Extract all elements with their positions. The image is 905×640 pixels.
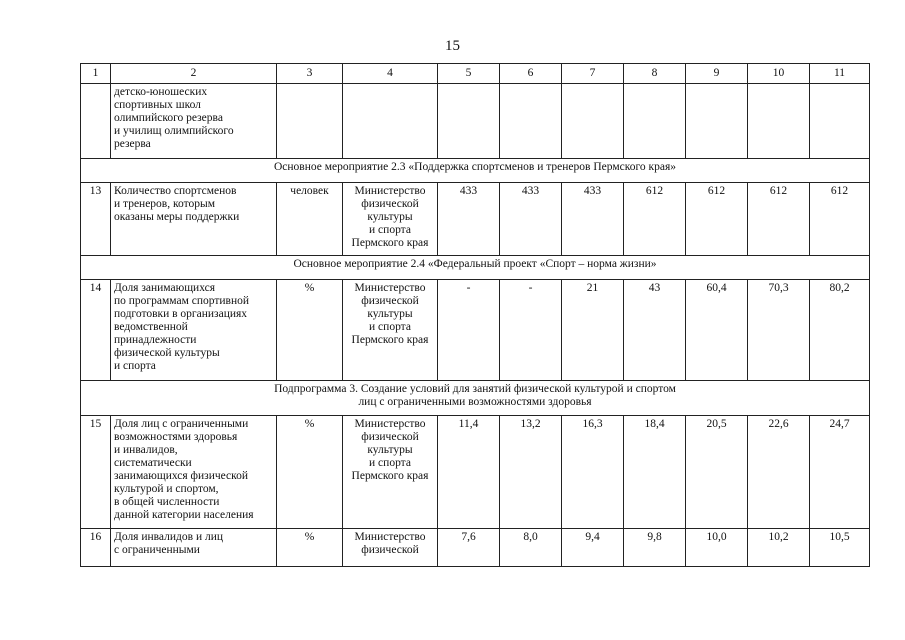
- column-header: 6: [500, 64, 562, 84]
- unit-cell: [277, 84, 343, 159]
- value: 16,3: [562, 416, 624, 529]
- value-cell: [438, 84, 500, 159]
- subprogram-title: Подпрограмма 3. Создание условий для занятий физической культурой и спортом лиц с ограниченными возможностями здоровья: [81, 381, 870, 416]
- value: 9,4: [562, 529, 624, 567]
- value: 18,4: [624, 416, 686, 529]
- value: 612: [686, 183, 748, 256]
- value: 433: [500, 183, 562, 256]
- value: -: [438, 280, 500, 381]
- indicator-name: Доля занимающихся по программам спортивной подготовки в организациях ведомственной принадлежности физической культуры и спорта: [111, 280, 277, 381]
- value: 20,5: [686, 416, 748, 529]
- indicator-name: Количество спортсменов и тренеров, которым оказаны меры поддержки: [111, 183, 277, 256]
- value: 80,2: [810, 280, 870, 381]
- section-title: Основное мероприятие 2.3 «Поддержка спортсменов и тренеров Пермского края»: [81, 159, 870, 183]
- value: 7,6: [438, 529, 500, 567]
- section-title: Основное мероприятие 2.4 «Федеральный проект «Спорт – норма жизни»: [81, 256, 870, 280]
- row-number: 13: [81, 183, 111, 256]
- value: 43: [624, 280, 686, 381]
- indicators-table: [80, 63, 870, 567]
- section-row: [81, 256, 870, 280]
- value: 60,4: [686, 280, 748, 381]
- table-row: [81, 416, 870, 529]
- unit: %: [277, 529, 343, 567]
- value-cell: [562, 84, 624, 159]
- value: 22,6: [748, 416, 810, 529]
- row-number: 16: [81, 529, 111, 567]
- column-header: 10: [748, 64, 810, 84]
- column-header: 7: [562, 64, 624, 84]
- value-cell: [624, 84, 686, 159]
- value: 24,7: [810, 416, 870, 529]
- value: -: [500, 280, 562, 381]
- row-number: 15: [81, 416, 111, 529]
- row-number: 14: [81, 280, 111, 381]
- value-cell: [686, 84, 748, 159]
- value: 612: [624, 183, 686, 256]
- table-row: [81, 529, 870, 567]
- row-number-cell: [81, 84, 111, 159]
- column-header: 8: [624, 64, 686, 84]
- value-cell: [500, 84, 562, 159]
- value: 433: [438, 183, 500, 256]
- unit: человек: [277, 183, 343, 256]
- column-header: 9: [686, 64, 748, 84]
- value: 13,2: [500, 416, 562, 529]
- value: 70,3: [748, 280, 810, 381]
- value: 10,0: [686, 529, 748, 567]
- table-row: [81, 183, 870, 256]
- responsible: Министерство физической: [343, 529, 438, 567]
- value: 10,2: [748, 529, 810, 567]
- subprogram-row: [81, 381, 870, 416]
- value: 21: [562, 280, 624, 381]
- column-header: 5: [438, 64, 500, 84]
- column-header: 11: [810, 64, 870, 84]
- section-row: [81, 159, 870, 183]
- indicator-name-cell: [111, 84, 277, 159]
- responsible: Министерство физической культуры и спорта Пермского края: [343, 183, 438, 256]
- value: 612: [748, 183, 810, 256]
- indicator-name: Доля лиц с ограниченными возможностями здоровья и инвалидов, систематически занимающихся физической культурой и спортом, в общей численности данной категории населения: [111, 416, 277, 529]
- column-numbers-row: [81, 64, 870, 84]
- indicator-name: Доля инвалидов и лиц с ограниченными: [111, 529, 277, 567]
- value-cell: [810, 84, 870, 159]
- responsible-cell: [343, 84, 438, 159]
- value: 9,8: [624, 529, 686, 567]
- value-cell: [748, 84, 810, 159]
- value: 612: [810, 183, 870, 256]
- indicator-name: детско-юношеских спортивных школ олимпийского резерва и училищ олимпийского резерва: [114, 86, 234, 150]
- value: 8,0: [500, 529, 562, 567]
- column-header: 3: [277, 64, 343, 84]
- responsible: Министерство физической культуры и спорта Пермского края: [343, 416, 438, 529]
- unit: %: [277, 416, 343, 529]
- column-header: 1: [81, 64, 111, 84]
- value: 11,4: [438, 416, 500, 529]
- column-header: 2: [111, 64, 277, 84]
- unit: %: [277, 280, 343, 381]
- value: 10,5: [810, 529, 870, 567]
- table-row-continuation: [81, 84, 870, 159]
- column-header: 4: [343, 64, 438, 84]
- responsible: Министерство физической культуры и спорта Пермского края: [343, 280, 438, 381]
- value: 433: [562, 183, 624, 256]
- table-row: [81, 280, 870, 381]
- page-number: 15: [445, 38, 460, 54]
